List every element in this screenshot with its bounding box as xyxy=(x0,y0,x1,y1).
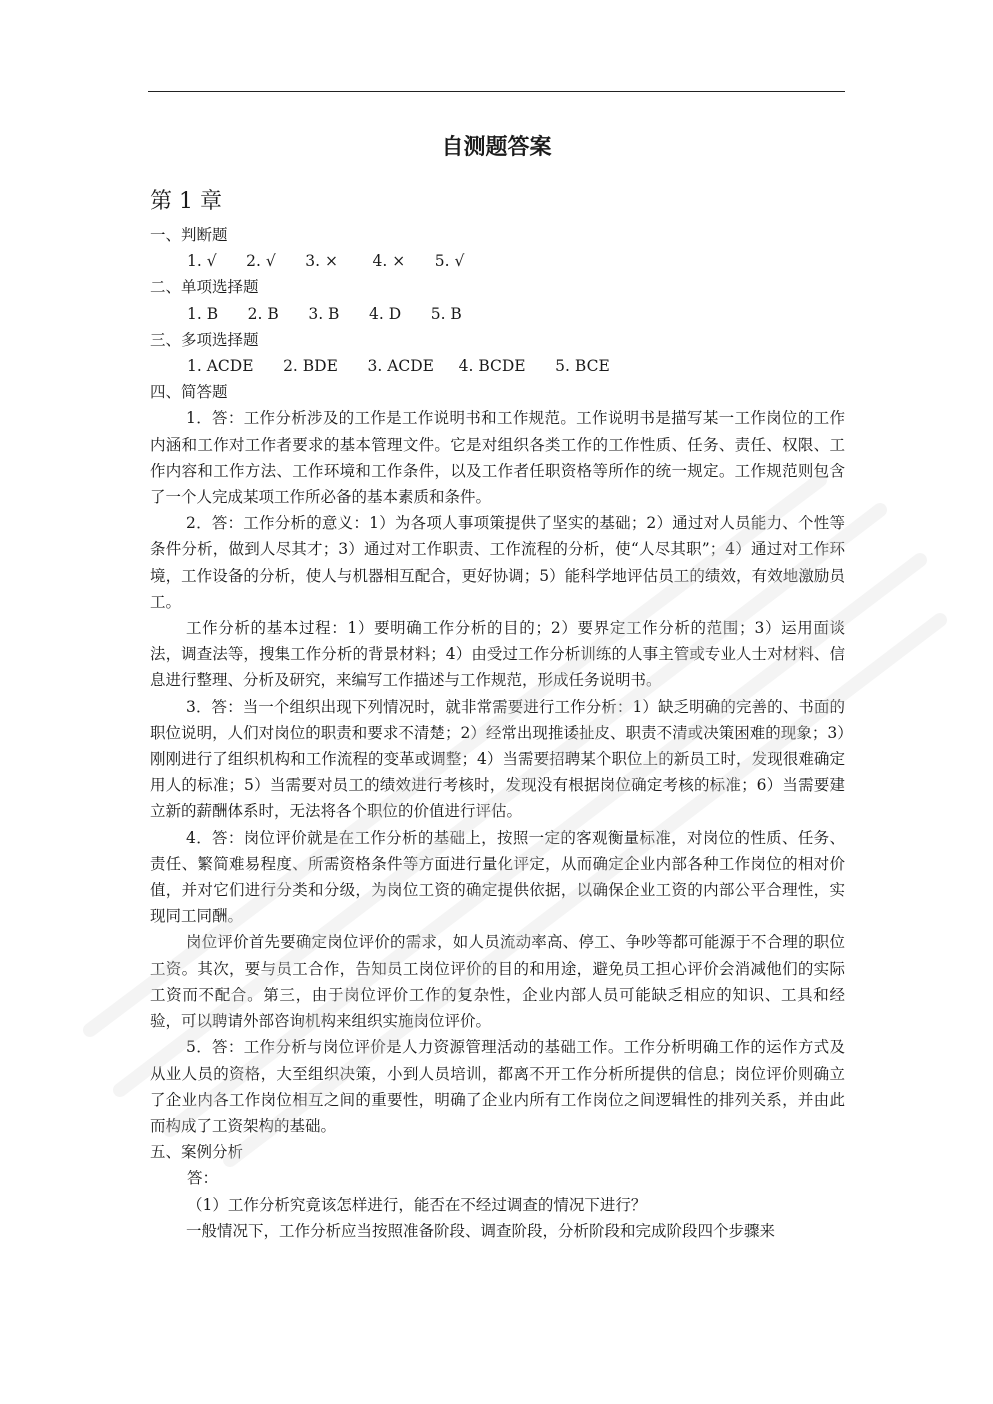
short-answer-paragraph: 2．答：工作分析的意义：1）为各项人事项策提供了坚实的基础；2）通过对人员能力、个性等条件分析，做到人尽其才；3）通过对工作职责、工作流程的分析，使“人尽其职”；4）通过对工作环境，工作设备的分析，使人与机器相互配合，更好协调；5）能科学地评估员工的绩效，有效地激励员工。 xyxy=(150,514,845,611)
case-answer-label: 答： xyxy=(187,1169,219,1188)
chapter-heading: 第 1 章 xyxy=(150,189,222,214)
case-paragraph: 一般情况下，工作分析应当按照准备阶段、调查阶段，分析阶段和完成阶段四个步骤来 xyxy=(186,1221,776,1240)
single-choice-answers: 1. B 2. B 3. B 4. D 5. B xyxy=(187,304,462,323)
short-answer-paragraph: 工作分析的基本过程：1）要明确工作分析的目的；2）要界定工作分析的范围；3）运用面谈法，调查法等，搜集工作分析的背景材料；4）由受过工作分析训练的人事主管或专业人士对材料、信息进行整理、分析及研究，来编写工作描述与工作规范，形成任务说明书。 xyxy=(150,619,845,690)
true-false-answers: 1. √ 2. √ 3. × 4. × 5. √ xyxy=(187,252,465,271)
section-heading-single-choice: 二、单项选择题 xyxy=(150,278,259,297)
short-answer-paragraph: 岗位评价首先要确定岗位评价的需求，如人员流动率高、停工、争吵等都可能源于不合理的职位工资。其次，要与员工合作，告知员工岗位评价的目的和用途，避免员工担心评价会消减他们的实际工资而不配合。第三，由于岗位评价工作的复杂性，企业内部人员可能缺乏相应的知识、工具和经验，可以聘请外部咨询机构来组织实施岗位评价。 xyxy=(150,933,845,1031)
answer-content xyxy=(150,222,845,1244)
section-heading-case-analysis: 五、案例分析 xyxy=(150,1143,244,1162)
short-answer-paragraph: 1．答：工作分析涉及的工作是工作说明书和工作规范。工作说明书是描写某一工作岗位的工作内涵和工作对工作者要求的基本管理文件。它是对组织各类工作的工作性质、任务、责任、权限、工作内容和工作方法、工作环境和工作条件，以及工作者任职资格等所作的统一规定。工作规范则包含了一个人完成某项工作所必备的基本素质和条件。 xyxy=(150,409,845,507)
section-heading-true-false: 一、判断题 xyxy=(150,226,228,244)
multi-choice-answers: 1. ACDE 2. BDE 3. ACDE 4. BCDE 5. BCE xyxy=(187,357,610,376)
case-question: （1）工作分析究竟该怎样进行，能否在不经过调查的情况下进行？ xyxy=(187,1195,647,1214)
page-title: 自测题答案 xyxy=(441,135,552,160)
short-answer-paragraph: 5．答：工作分析与岗位评价是人力资源管理活动的基础工作。工作分析明确工作的运作方式及从业人员的资格，大至组织决策，小到人员培训，都离不开工作分析所提供的信息；岗位评价则确立了企业内各工作岗位相互之间的重要性，明确了企业内所有工作岗位之间逻辑性的排列关系，并由此而构成了工资架构的基础。 xyxy=(150,1038,845,1135)
section-heading-multi-choice: 三、多项选择题 xyxy=(150,330,259,349)
short-answer-paragraph: 3．答：当一个组织出现下列情况时，就非常需要进行工作分析：1）缺乏明确的完善的、书面的职位说明，人们对岗位的职责和要求不清楚；2）经常出现推诿扯皮、职责不清或决策困难的现象；3）刚刚进行了组织机构和工作流程的变革或调整；4）当需要招聘某个职位上的新员工时，发现很难确定用人的标准；5）当需要对员工的绩效进行考核时，发现没有根据岗位确定考核的标准；6）当需要建立新的薪酬体系时，无法将各个职位的价值进行评估。 xyxy=(150,697,845,821)
short-answer-paragraph: 4．答：岗位评价就是在工作分析的基础上，按照一定的客观衡量标准，对岗位的性质、任务、责任、繁简难易程度、所需资格条件等方面进行量化评定，从而确定企业内部各种工作岗位的相对价值，并对它们进行分类和分级，为岗位工资的确定提供依据，以确保企业工资的内部公平合理性，实现同工同酬。 xyxy=(150,828,845,926)
header-rule xyxy=(148,91,845,92)
section-heading-short-answer: 四、简答题 xyxy=(150,383,228,402)
